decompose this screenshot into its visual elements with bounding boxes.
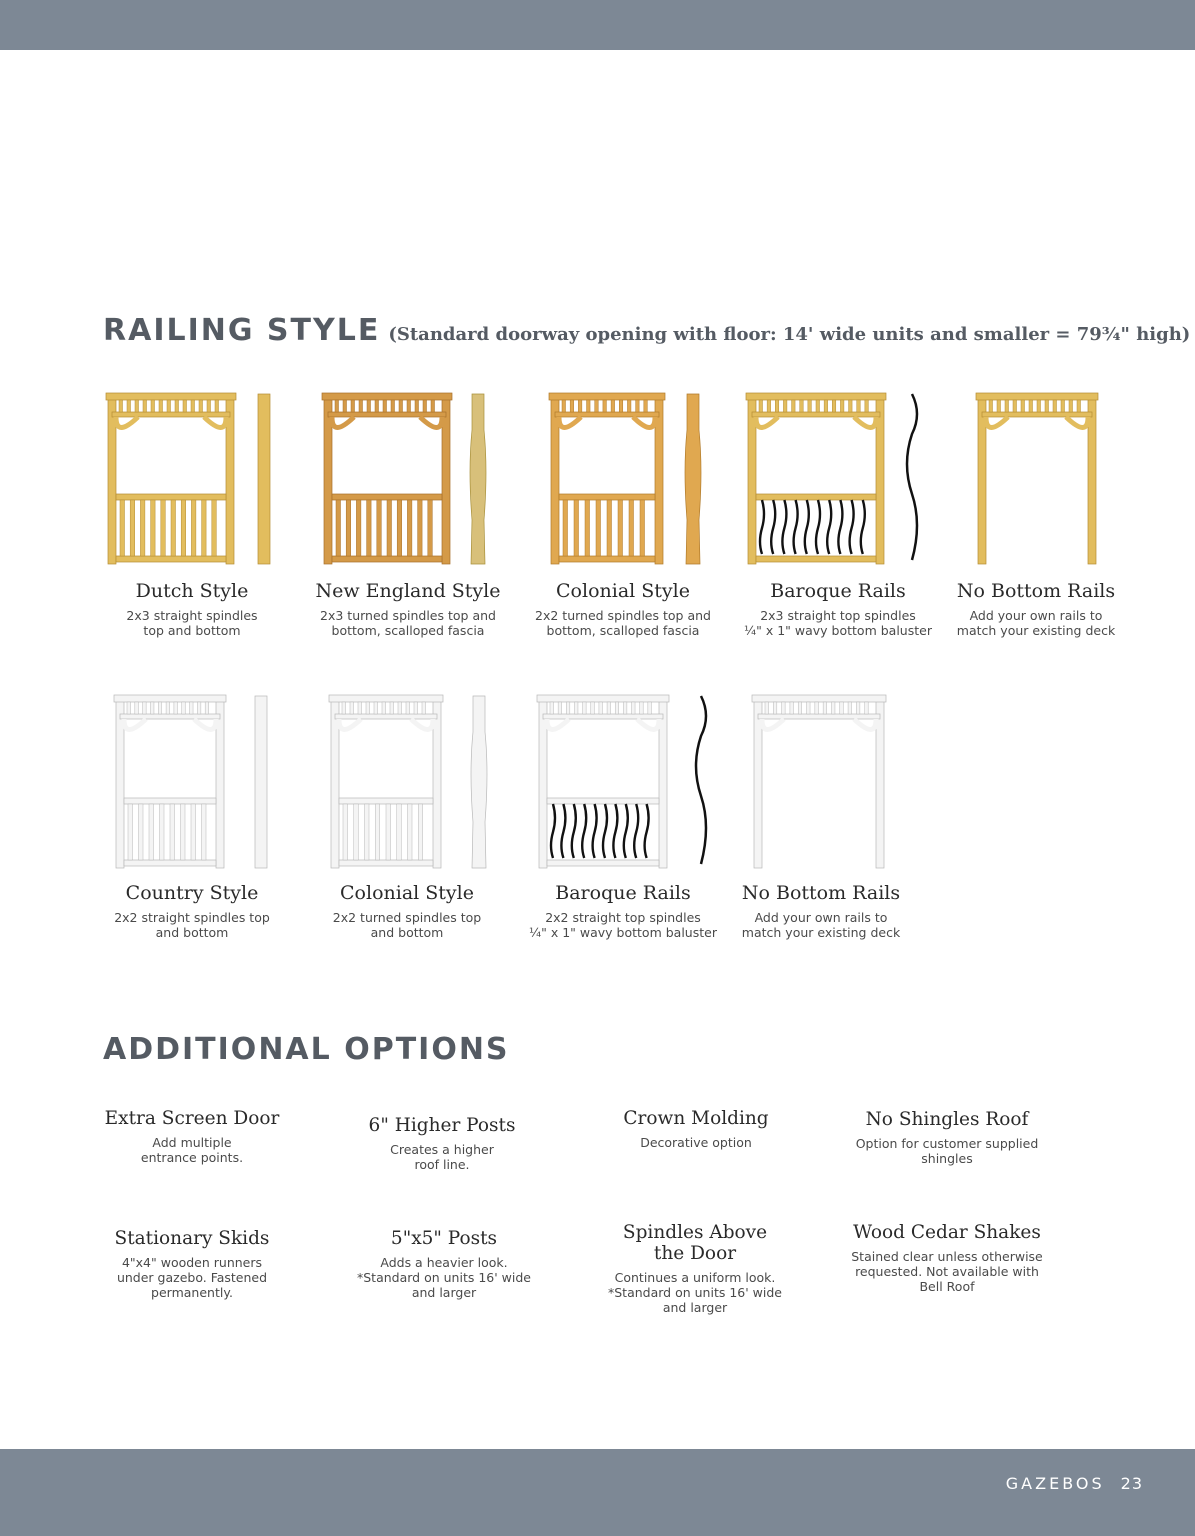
style-desc: 2x2 turned spindles top and bottom [332, 910, 482, 940]
option-crown-molding [586, 1108, 806, 1150]
new-england-style-item [303, 580, 513, 638]
style-desc: 2x3 straight top spindles ¼" x 1" wavy bottom baluster [744, 608, 932, 638]
option-name: Spindles Above the Door [622, 1222, 768, 1264]
baroque-rails-vinyl-item [518, 882, 728, 940]
option-name: 5"x5" Posts [390, 1228, 498, 1249]
colonial-style-wood-image [545, 390, 725, 570]
country-style-image [110, 692, 280, 872]
baroque-rails-wood-item [733, 580, 943, 638]
railing-style-title: RAILING STYLE [103, 313, 381, 348]
option-desc: Creates a higher roof line. [390, 1142, 494, 1172]
additional-options-title: ADDITIONAL OPTIONS [103, 1032, 510, 1067]
railing-style-note: (Standard doorway opening with floor: 14' wide units and smaller = 79¾" high) [388, 324, 1191, 345]
page-number: 23 [1120, 1474, 1143, 1493]
option-extra-screen-door [82, 1108, 302, 1165]
style-name: No Bottom Rails [741, 882, 901, 904]
style-name: Baroque Rails [555, 882, 691, 904]
option-desc: 4"x4" wooden runners under gazebo. Fastened permanently. [116, 1255, 268, 1300]
no-bottom-rails-vinyl-item [716, 882, 926, 940]
colonial-style-vinyl-item [302, 882, 512, 940]
option-name: 6" Higher Posts [368, 1115, 516, 1136]
option-desc: Add multiple entrance points. [140, 1135, 244, 1165]
option-higher-posts [332, 1115, 552, 1172]
option-no-shingles-roof [837, 1109, 1057, 1166]
style-name: Baroque Rails [770, 580, 906, 602]
style-desc: 2x2 turned spindles top and bottom, scalloped fascia [535, 608, 711, 638]
style-name: No Bottom Rails [956, 580, 1116, 602]
railing-style-heading [103, 313, 1190, 348]
style-desc: 2x3 turned spindles top and bottom, scalloped fascia [320, 608, 496, 638]
style-desc: 2x2 straight top spindles ¼" x 1" wavy bottom baluster [529, 910, 717, 940]
style-name: Colonial Style [556, 580, 690, 602]
option-name: No Shingles Roof [865, 1109, 1029, 1130]
option-desc: Option for customer supplied shingles [855, 1136, 1039, 1166]
option-name: Stationary Skids [114, 1228, 270, 1249]
option-wood-cedar-shakes [837, 1222, 1057, 1294]
no-bottom-rails-wood-item [931, 580, 1141, 638]
style-name: Country Style [125, 882, 259, 904]
option-desc: Adds a heavier look. *Standard on units 16' wide and larger [357, 1255, 531, 1300]
new-england-style-image [318, 390, 498, 570]
country-style-item [87, 882, 297, 940]
style-name: Dutch Style [135, 580, 249, 602]
colonial-style-wood-item [518, 580, 728, 638]
style-desc: Add your own rails to match your existing deck [741, 910, 901, 940]
option-desc: Stained clear unless otherwise requested. Not available with Bell Roof [851, 1249, 1043, 1294]
colonial-style-vinyl-image [325, 692, 495, 872]
style-desc: 2x2 straight spindles top and bottom [114, 910, 270, 940]
no-bottom-rails-wood-image [972, 390, 1102, 570]
baroque-rails-vinyl-image [535, 692, 725, 872]
style-name: Colonial Style [340, 882, 474, 904]
option-desc: Continues a uniform look. *Standard on units 16' wide and larger [608, 1270, 782, 1315]
style-name: New England Style [315, 580, 501, 602]
header-band [0, 0, 1195, 50]
option-5x5-posts [334, 1228, 554, 1300]
style-desc: 2x3 straight spindles top and bottom [126, 608, 258, 638]
option-name: Wood Cedar Shakes [853, 1222, 1041, 1243]
baroque-rails-wood-image [742, 390, 932, 570]
dutch-style-item [87, 580, 297, 638]
dutch-style-image [100, 390, 280, 570]
option-name: Crown Molding [623, 1108, 769, 1129]
no-bottom-rails-vinyl-image [750, 692, 890, 872]
style-desc: Add your own rails to match your existing deck [956, 608, 1116, 638]
footer [1006, 1474, 1143, 1493]
option-name: Extra Screen Door [104, 1108, 280, 1129]
footer-label: GAZEBOS [1005, 1474, 1105, 1493]
option-desc: Decorative option [640, 1135, 752, 1150]
option-stationary-skids [82, 1228, 302, 1300]
option-spindles-above-door [585, 1222, 805, 1315]
